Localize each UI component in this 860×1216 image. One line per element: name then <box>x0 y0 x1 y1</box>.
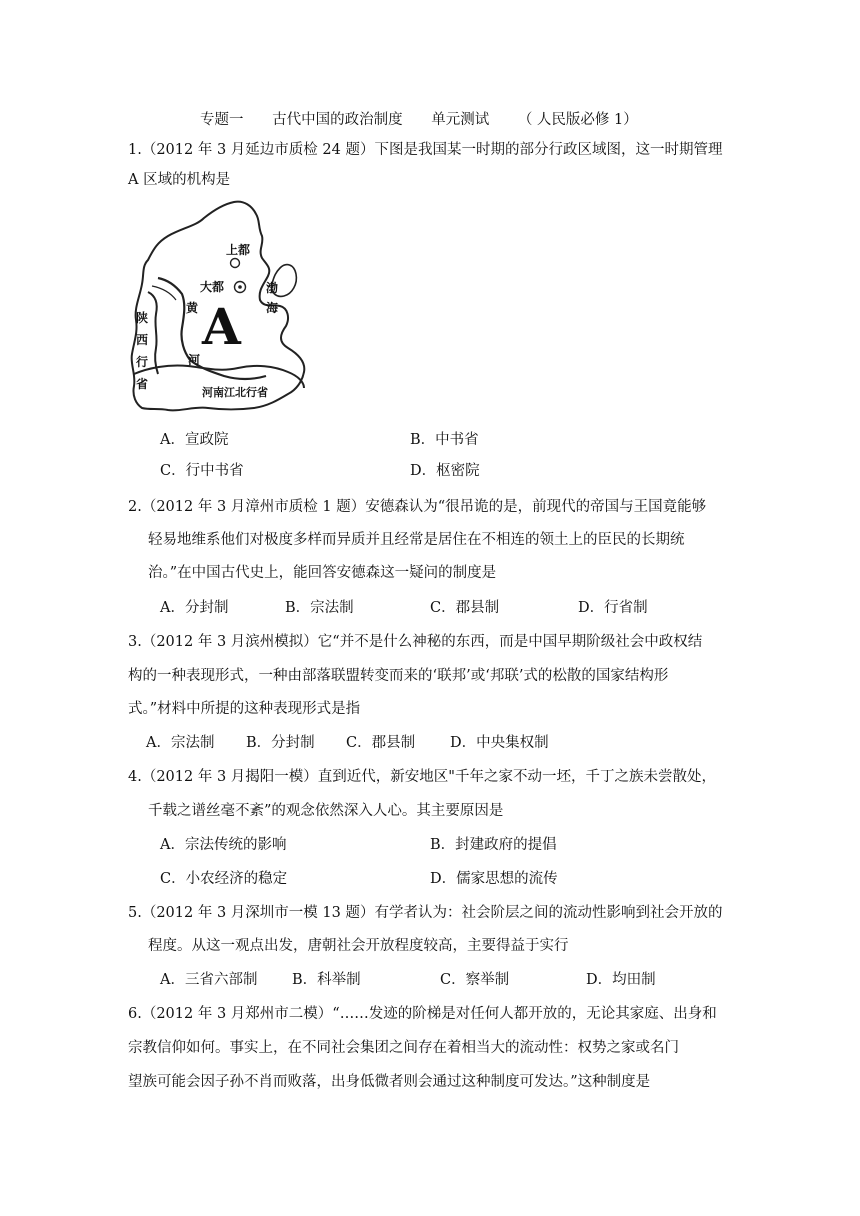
question-6-line-2: 宗教信仰如何。事实上，在不同社会集团之间存在着相当大的流动性：权势之家或名门 <box>128 1040 679 1056</box>
page-title <box>200 110 662 130</box>
question-2-line-2: 轻易地维系他们对极度多样而异质并且经常是居住在不相连的领土上的臣民的长期统 <box>148 532 685 548</box>
q5-option-a: A．三省六部制 <box>160 972 258 988</box>
question-3-line-3: 式。”材料中所提的这种表现形式是指 <box>128 701 361 717</box>
question-3-line-2: 构的一种表现形式，一种由部落联盟转变而来的‘联邦’或‘邦联’式的松散的国家结构形 <box>128 668 669 684</box>
label-shaanxi-1: 陕 <box>136 311 149 325</box>
question-6-line-1: 6.（2012 年 3 月郑州市二模）“……发迹的阶梯是对任何人都开放的，无论其家庭、出身和 <box>128 1006 717 1022</box>
q2-option-a: A．分封制 <box>160 600 229 616</box>
q4-option-d: D．儒家思想的流传 <box>430 871 558 887</box>
title-part-subject: 古代中国的政治制度 <box>272 112 403 128</box>
q1-option-b: B．中书省 <box>410 432 479 448</box>
question-1-line-1: 1.（2012 年 3 月延边市质检 24 题）下图是我国某一时期的部分行政区域图，这一时期管理 <box>128 142 723 158</box>
question-2-line-3: 治。”在中国古代史上，能回答安德森这一疑问的制度是 <box>148 565 497 581</box>
q4-option-c: C．小农经济的稳定 <box>160 871 288 887</box>
question-4-line-2: 千载之谱丝毫不紊”的观念依然深入人心。其主要原因是 <box>148 803 504 819</box>
q3-option-c: C．郡县制 <box>346 735 416 751</box>
shangdu-marker <box>231 259 240 268</box>
q1-option-c: C．行中书省 <box>160 463 244 479</box>
label-huang: 黄 <box>186 301 199 315</box>
q2-option-c: C．郡县制 <box>430 600 500 616</box>
shaanxi-province-boundary <box>148 292 158 374</box>
label-dadu: 大都 <box>200 280 225 294</box>
q3-option-a: A．宗法制 <box>146 735 215 751</box>
q2-option-b: B．宗法制 <box>285 600 354 616</box>
question-3-line-1: 3.（2012 年 3 月滨州模拟）它“并不是什么神秘的东西，而是中国早期阶级社会中政权结 <box>128 634 703 650</box>
question-5-line-2: 程度。从这一观点出发，唐朝社会开放程度较高，主要得益于实行 <box>148 938 569 954</box>
label-shaanxi-2: 西 <box>136 333 149 347</box>
title-part-topic: 专题一 <box>200 112 244 128</box>
q3-option-d: D．中央集权制 <box>450 735 549 751</box>
q1-option-a: A．宣政院 <box>160 432 229 448</box>
question-4-line-1: 4.（2012 年 3 月揭阳一模）直到近代，新安地区"千年之家不动一坯，千丁之族未尝散处， <box>128 769 716 785</box>
label-shangdu: 上都 <box>226 243 251 257</box>
q5-option-b: B．科举制 <box>292 972 361 988</box>
question-1-line-2: A 区域的机构是 <box>128 172 231 188</box>
administrative-map <box>128 196 310 424</box>
question-2-line-1: 2.（2012 年 3 月漳州市质检 1 题）安德森认为“很吊诡的是，前现代的帝国与王国竟能够 <box>128 499 707 515</box>
henan-province-boundary <box>134 365 304 388</box>
question-6-line-3: 望族可能会因子孙不肖而败落，出身低微者则会通过这种制度可发达。”这种制度是 <box>128 1074 651 1090</box>
label-bo: 渤 <box>266 281 279 295</box>
label-he: 河 <box>188 353 201 367</box>
label-hai: 海 <box>266 301 279 315</box>
q4-option-a: A．宗法传统的影响 <box>160 837 287 853</box>
label-shaanxi-4: 省 <box>136 377 149 391</box>
q3-option-b: B．分封制 <box>246 735 315 751</box>
label-shaanxi-3: 行 <box>136 355 149 369</box>
q5-option-d: D．均田制 <box>586 972 656 988</box>
q1-option-d: D．枢密院 <box>410 463 480 479</box>
q4-option-b: B．封建政府的提倡 <box>430 837 557 853</box>
title-part-edition: （ 人民版必修 1） <box>517 112 638 128</box>
q5-option-c: C．察举制 <box>440 972 510 988</box>
label-region-a: A <box>202 297 241 356</box>
dadu-marker-center <box>238 285 242 289</box>
title-part-test: 单元测试 <box>431 112 490 128</box>
question-5-line-1: 5.（2012 年 3 月深圳市一模 13 题）有学者认为：社会阶层之间的流动性影响到社会开放的 <box>128 905 723 921</box>
q2-option-d: D．行省制 <box>578 600 648 616</box>
label-henan-jiangbei: 河南江北行省 <box>202 386 268 399</box>
